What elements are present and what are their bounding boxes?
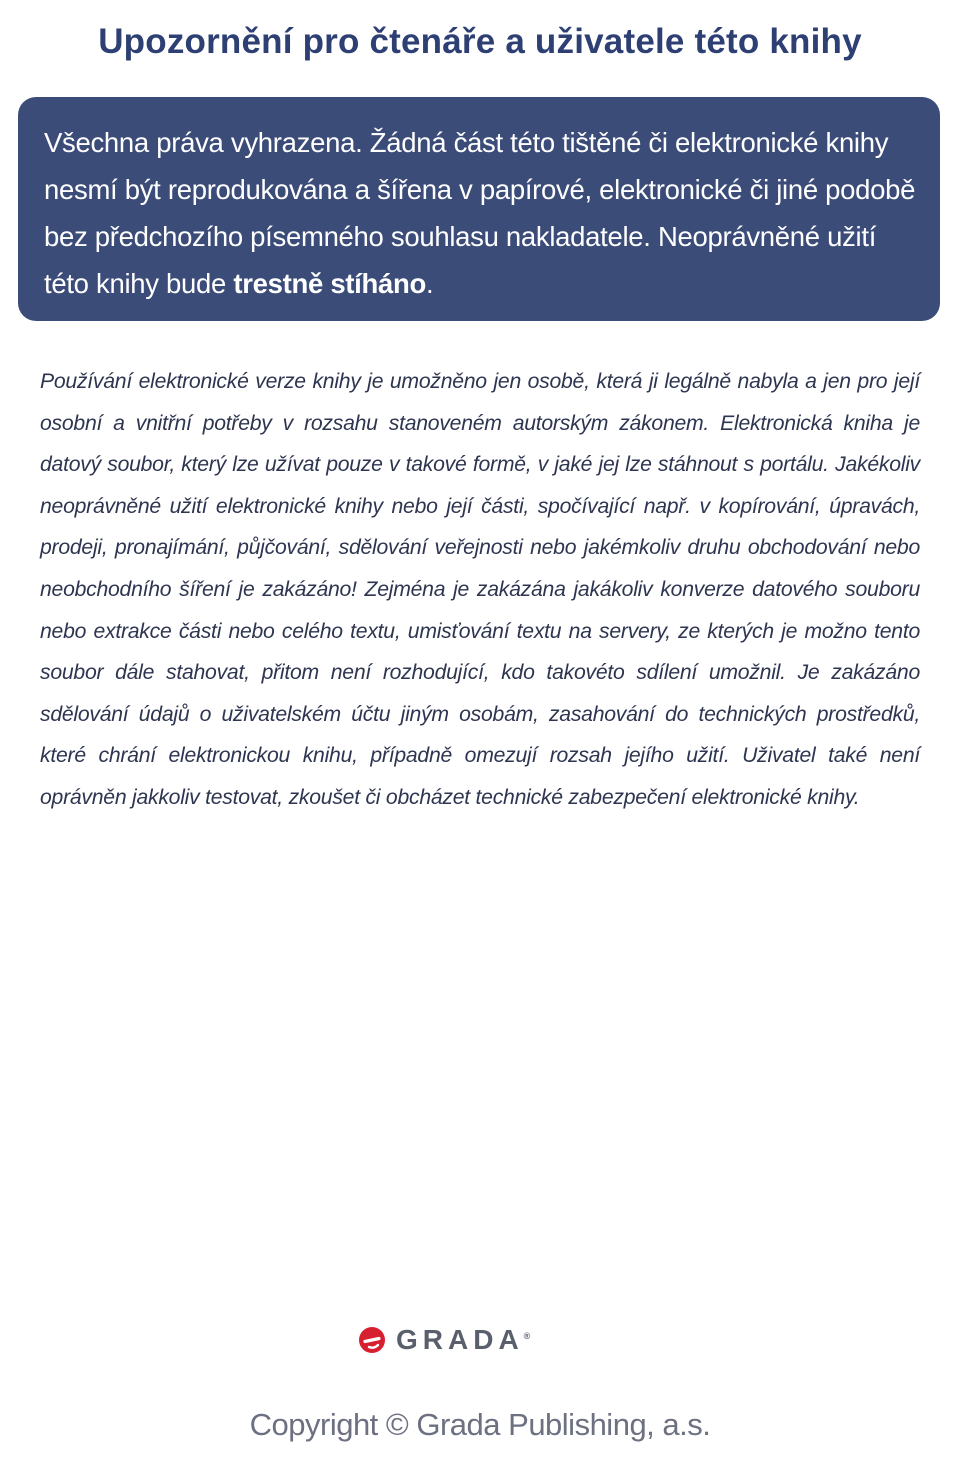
publisher-logo-text: GRADA	[396, 1324, 524, 1355]
publisher-logo-wordmark	[396, 1326, 530, 1354]
page-title: Upozornění pro čtenáře a uživatele této knihy	[98, 22, 862, 61]
usage-notice-text: Používání elektronické verze knihy je umožněno jen osobě, která ji legálně nabyla a jen pro její osobní a vnitřní potřeby v rozsahu stanoveném autorským zákonem. Elektronická kniha je datový soubor, který lze užívat pouze v takové formě, v jaké jej lze stáhnout s portálu. Jakékoliv neoprávněné užití elektronické knihy nebo její části, spočívající např. v kopírování, úpravách, prodeji, pronajímání, půjčování, sdělování veřejnosti nebo jakémkoliv druhu obchodování nebo neobchodního šíření je zakázáno! Zejména je zakázána jakákoliv konverze datového souboru nebo extrakce části nebo celého textu, umisťování textu na servery, ze kterých je možno tento soubor dále stahovat, přitom není rozhodující, kdo takovéto sdílení umožnil. Je zakázáno sdělování údajů o uživatelském účtu jiným osobám, zasahování do technických prostředků, které chrání elektronickou knihu, případně omezují rozsah jejího užití. Uživatel také není oprávněn jakkoliv testovat, zkoušet či obcházet technické zabezpečení elektronické knihy.	[40, 370, 920, 809]
rights-notice-body: Všechna práva vyhrazena. Žádná část této tištěné či elektronické knihy nesmí být reprodukována a šířena v papírové, elektronické či jiné podobě bez předchozího písemného souhlasu nakladatele. Neoprávněné užití této knihy bude	[44, 127, 916, 299]
registered-mark: ®	[523, 1331, 531, 1341]
rights-notice-emphasis: trestně stíháno	[233, 268, 426, 299]
rights-notice-text	[44, 119, 916, 307]
grada-e-logo-icon	[358, 1326, 386, 1354]
copyright-text: Copyright © Grada Publishing, a.s.	[249, 1407, 711, 1442]
rights-notice-end: .	[426, 268, 434, 299]
publisher-logo	[358, 1318, 608, 1362]
rights-notice-box	[18, 97, 940, 321]
